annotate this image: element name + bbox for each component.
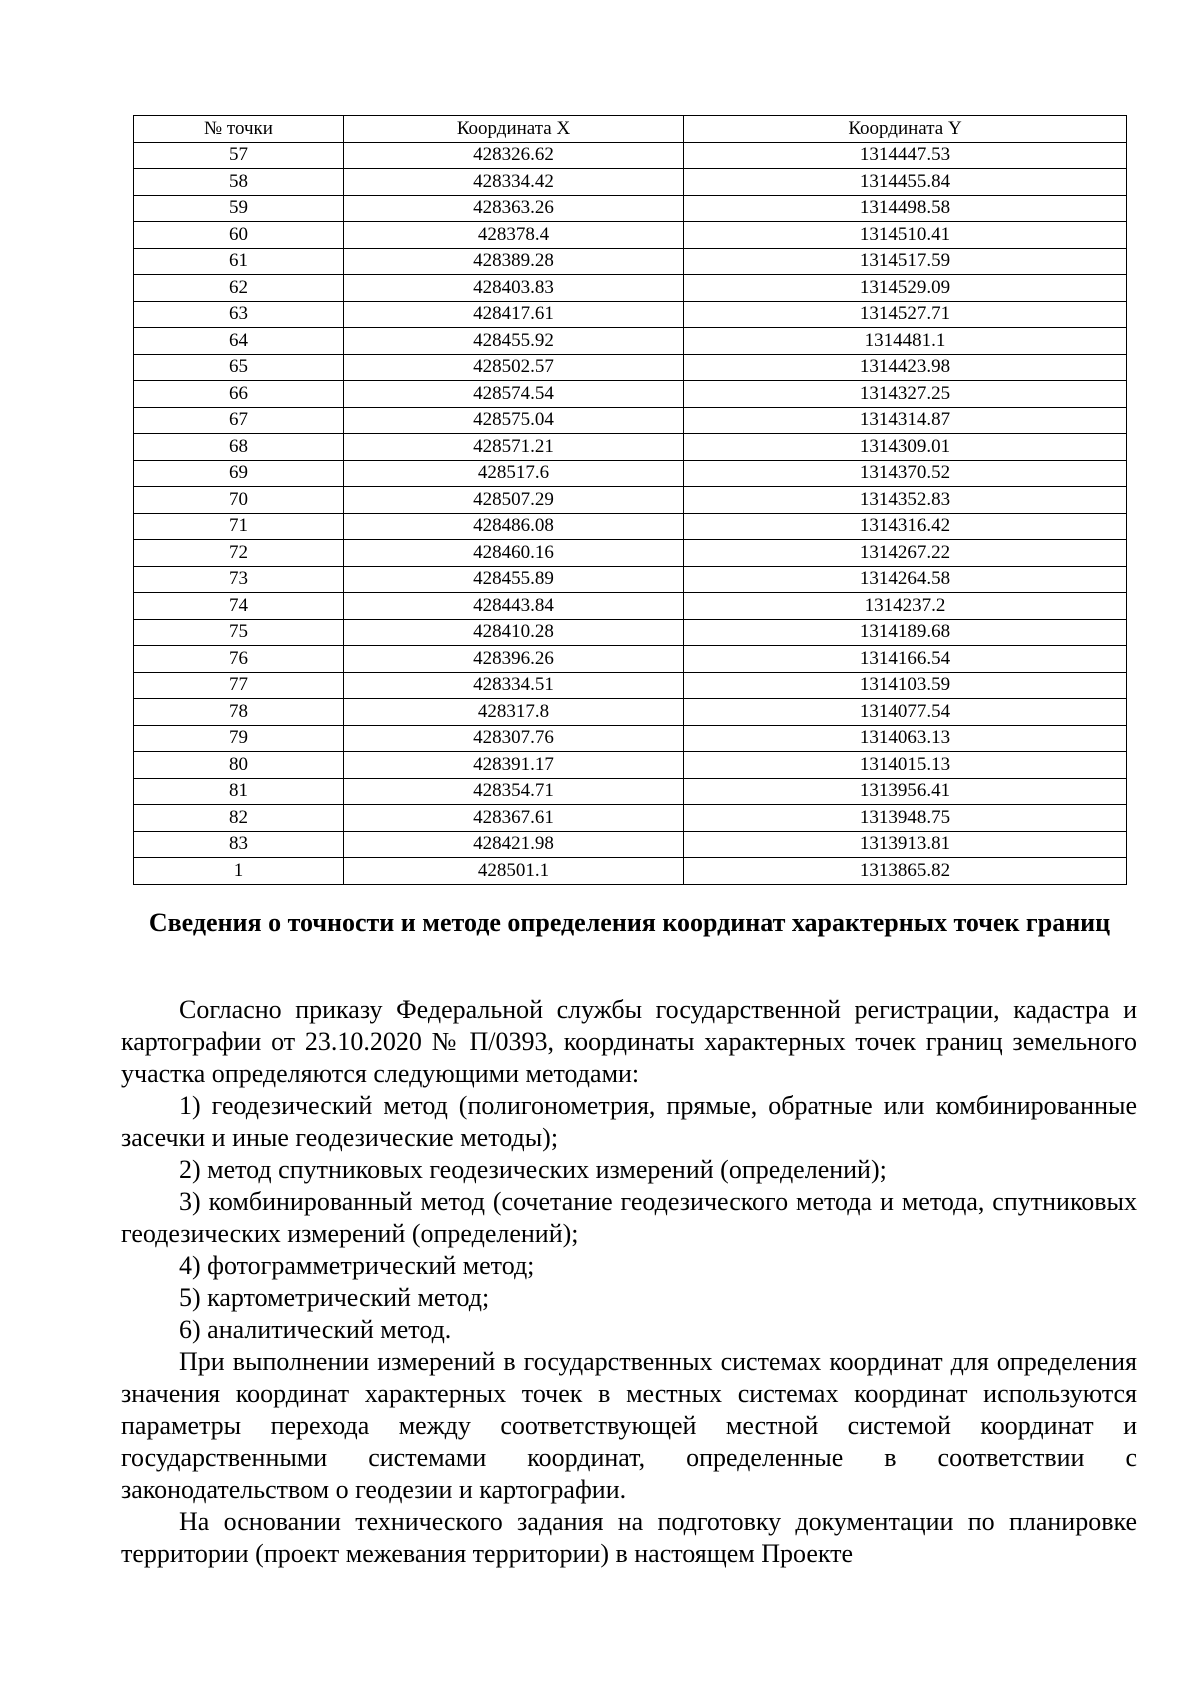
cell-coordinate-y: 1314267.22 bbox=[684, 540, 1127, 567]
cell-coordinate-x: 428443.84 bbox=[344, 593, 684, 620]
table-row bbox=[134, 301, 1127, 328]
cell-coordinate-x: 428421.98 bbox=[344, 831, 684, 858]
table-row bbox=[134, 646, 1127, 673]
cell-point-number: 72 bbox=[134, 540, 344, 567]
cell-coordinate-y: 1314077.54 bbox=[684, 699, 1127, 726]
cell-coordinate-x: 428574.54 bbox=[344, 381, 684, 408]
cell-coordinate-y: 1314103.59 bbox=[684, 672, 1127, 699]
cell-coordinate-y: 1314370.52 bbox=[684, 460, 1127, 487]
cell-coordinate-x: 428486.08 bbox=[344, 513, 684, 540]
cell-point-number: 82 bbox=[134, 805, 344, 832]
cell-coordinate-x: 428354.71 bbox=[344, 778, 684, 805]
table-row bbox=[134, 434, 1127, 461]
cell-point-number: 76 bbox=[134, 646, 344, 673]
table-row bbox=[134, 487, 1127, 514]
cell-point-number: 68 bbox=[134, 434, 344, 461]
cell-coordinate-x: 428410.28 bbox=[344, 619, 684, 646]
cell-coordinate-x: 428378.4 bbox=[344, 222, 684, 249]
cell-coordinate-x: 428363.26 bbox=[344, 195, 684, 222]
cell-coordinate-y: 1314264.58 bbox=[684, 566, 1127, 593]
cell-coordinate-x: 428460.16 bbox=[344, 540, 684, 567]
table-body bbox=[134, 142, 1127, 884]
cell-coordinate-y: 1314237.2 bbox=[684, 593, 1127, 620]
cell-coordinate-y: 1314529.09 bbox=[684, 275, 1127, 302]
paragraph: 5) картометрический метод; bbox=[179, 1283, 490, 1312]
cell-coordinate-x: 428396.26 bbox=[344, 646, 684, 673]
cell-coordinate-x: 428334.42 bbox=[344, 169, 684, 196]
paragraph: 1) геодезический метод (полигонометрия, прямые, обратные или комбинированные засечки и иные геодезические методы); bbox=[121, 1091, 1137, 1152]
table-row bbox=[134, 805, 1127, 832]
cell-point-number: 69 bbox=[134, 460, 344, 487]
cell-coordinate-x: 428403.83 bbox=[344, 275, 684, 302]
cell-point-number: 70 bbox=[134, 487, 344, 514]
paragraph: На основании технического задания на подготовку документации по планировке территории (проект межевания территории) в настоящем Проекте bbox=[121, 1507, 1137, 1568]
cell-coordinate-x: 428517.6 bbox=[344, 460, 684, 487]
cell-coordinate-y: 1314309.01 bbox=[684, 434, 1127, 461]
header-point-number: № точки bbox=[134, 116, 344, 143]
paragraph: 3) комбинированный метод (сочетание геодезического метода и метода, спутниковых геодезических измерений (определений); bbox=[121, 1187, 1137, 1248]
cell-coordinate-y: 1314481.1 bbox=[684, 328, 1127, 355]
cell-coordinate-y: 1314455.84 bbox=[684, 169, 1127, 196]
cell-point-number: 67 bbox=[134, 407, 344, 434]
cell-coordinate-x: 428502.57 bbox=[344, 354, 684, 381]
cell-point-number: 58 bbox=[134, 169, 344, 196]
cell-coordinate-x: 428317.8 bbox=[344, 699, 684, 726]
cell-coordinate-x: 428307.76 bbox=[344, 725, 684, 752]
table-row bbox=[134, 381, 1127, 408]
cell-coordinate-y: 1314063.13 bbox=[684, 725, 1127, 752]
cell-point-number: 79 bbox=[134, 725, 344, 752]
cell-point-number: 59 bbox=[134, 195, 344, 222]
section-body bbox=[121, 994, 1137, 1570]
table-row bbox=[134, 672, 1127, 699]
cell-coordinate-x: 428389.28 bbox=[344, 248, 684, 275]
header-coordinate-y: Координата Y bbox=[684, 116, 1127, 143]
cell-coordinate-y: 1314352.83 bbox=[684, 487, 1127, 514]
cell-coordinate-x: 428501.1 bbox=[344, 858, 684, 885]
cell-point-number: 64 bbox=[134, 328, 344, 355]
cell-coordinate-y: 1314314.87 bbox=[684, 407, 1127, 434]
cell-point-number: 65 bbox=[134, 354, 344, 381]
cell-coordinate-x: 428455.89 bbox=[344, 566, 684, 593]
cell-coordinate-x: 428326.62 bbox=[344, 142, 684, 169]
table-row bbox=[134, 752, 1127, 779]
cell-point-number: 61 bbox=[134, 248, 344, 275]
table-row bbox=[134, 593, 1127, 620]
table-header-row bbox=[134, 116, 1127, 143]
table-row bbox=[134, 142, 1127, 169]
cell-coordinate-y: 1314015.13 bbox=[684, 752, 1127, 779]
cell-coordinate-x: 428571.21 bbox=[344, 434, 684, 461]
paragraph: Согласно приказу Федеральной службы государственной регистрации, кадастра и картографии от 23.10.2020 № П/0393, координаты характерных точек границ земельного участка определяются следующими методами: bbox=[121, 995, 1137, 1088]
table-row bbox=[134, 566, 1127, 593]
coordinates-table bbox=[133, 115, 1127, 885]
table-row bbox=[134, 328, 1127, 355]
table-row bbox=[134, 725, 1127, 752]
cell-point-number: 66 bbox=[134, 381, 344, 408]
table-row bbox=[134, 858, 1127, 885]
cell-coordinate-y: 1314189.68 bbox=[684, 619, 1127, 646]
cell-coordinate-y: 1313948.75 bbox=[684, 805, 1127, 832]
cell-point-number: 83 bbox=[134, 831, 344, 858]
cell-coordinate-x: 428417.61 bbox=[344, 301, 684, 328]
table-row bbox=[134, 222, 1127, 249]
table-row bbox=[134, 778, 1127, 805]
table-row bbox=[134, 169, 1127, 196]
cell-coordinate-x: 428455.92 bbox=[344, 328, 684, 355]
cell-coordinate-x: 428334.51 bbox=[344, 672, 684, 699]
table-row bbox=[134, 540, 1127, 567]
cell-point-number: 74 bbox=[134, 593, 344, 620]
cell-coordinate-y: 1313913.81 bbox=[684, 831, 1127, 858]
cell-coordinate-x: 428391.17 bbox=[344, 752, 684, 779]
header-coordinate-x: Координата X bbox=[344, 116, 684, 143]
cell-point-number: 73 bbox=[134, 566, 344, 593]
cell-point-number: 60 bbox=[134, 222, 344, 249]
cell-point-number: 75 bbox=[134, 619, 344, 646]
cell-point-number: 80 bbox=[134, 752, 344, 779]
cell-coordinate-x: 428367.61 bbox=[344, 805, 684, 832]
cell-point-number: 57 bbox=[134, 142, 344, 169]
table-row bbox=[134, 831, 1127, 858]
cell-point-number: 63 bbox=[134, 301, 344, 328]
cell-point-number: 62 bbox=[134, 275, 344, 302]
paragraph: 6) аналитический метод. bbox=[179, 1315, 452, 1344]
section-heading: Сведения о точности и методе определения координат характерных точек границ bbox=[148, 908, 1111, 937]
cell-coordinate-y: 1313956.41 bbox=[684, 778, 1127, 805]
paragraph: 4) фотограмметрический метод; bbox=[179, 1251, 535, 1280]
table-row bbox=[134, 513, 1127, 540]
cell-coordinate-x: 428575.04 bbox=[344, 407, 684, 434]
table-row bbox=[134, 460, 1127, 487]
table-row bbox=[134, 407, 1127, 434]
table-row bbox=[134, 619, 1127, 646]
cell-coordinate-y: 1314327.25 bbox=[684, 381, 1127, 408]
cell-coordinate-y: 1314423.98 bbox=[684, 354, 1127, 381]
cell-coordinate-y: 1314316.42 bbox=[684, 513, 1127, 540]
cell-coordinate-y: 1314517.59 bbox=[684, 248, 1127, 275]
cell-coordinate-y: 1313865.82 bbox=[684, 858, 1127, 885]
table-row bbox=[134, 195, 1127, 222]
cell-coordinate-y: 1314447.53 bbox=[684, 142, 1127, 169]
table-row bbox=[134, 699, 1127, 726]
cell-coordinate-y: 1314498.58 bbox=[684, 195, 1127, 222]
paragraph: При выполнении измерений в государственных системах координат для определения значения координат характерных точек в местных системах координат используются параметры перехода между соответствующей местной системой координат и государственными системами координат, определенные в соответствии с законодательством о геодезии и картографии. bbox=[121, 1347, 1137, 1504]
paragraph: 2) метод спутниковых геодезических измерений (определений); bbox=[179, 1155, 887, 1184]
cell-point-number: 81 bbox=[134, 778, 344, 805]
table-row bbox=[134, 354, 1127, 381]
table-row bbox=[134, 275, 1127, 302]
cell-point-number: 77 bbox=[134, 672, 344, 699]
cell-coordinate-y: 1314166.54 bbox=[684, 646, 1127, 673]
cell-point-number: 71 bbox=[134, 513, 344, 540]
cell-coordinate-x: 428507.29 bbox=[344, 487, 684, 514]
cell-coordinate-y: 1314510.41 bbox=[684, 222, 1127, 249]
table-row bbox=[134, 248, 1127, 275]
cell-point-number: 78 bbox=[134, 699, 344, 726]
cell-point-number: 1 bbox=[134, 858, 344, 885]
cell-coordinate-y: 1314527.71 bbox=[684, 301, 1127, 328]
